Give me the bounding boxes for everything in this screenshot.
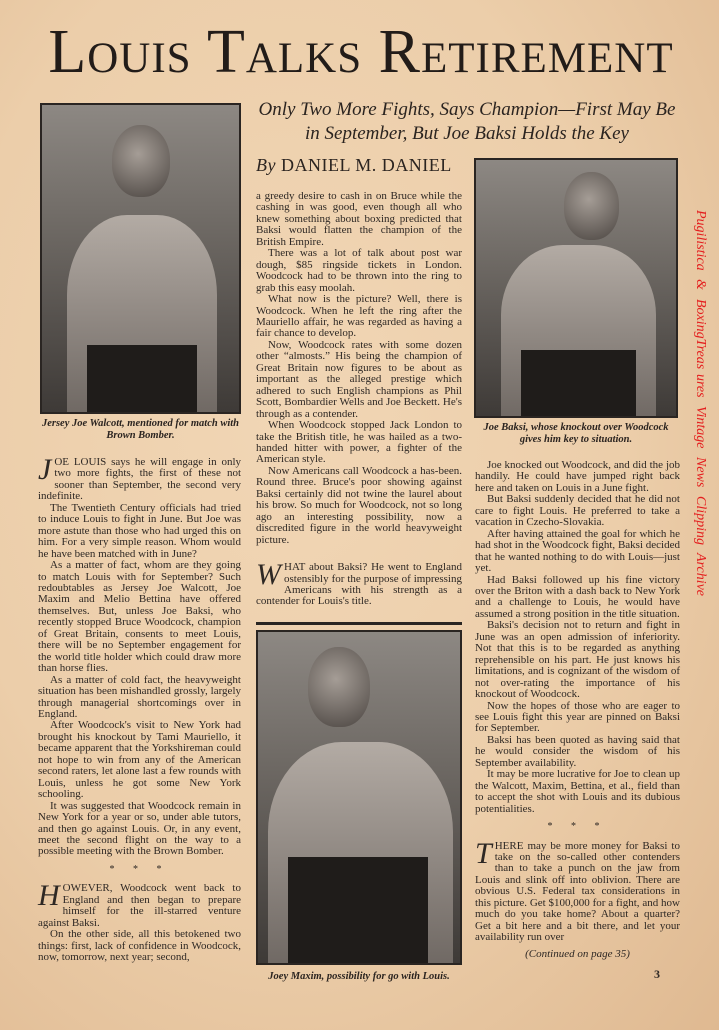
divider-rule [256, 622, 462, 625]
photo-caption-maxim: Joey Maxim, possibility for go with Louis. [268, 970, 450, 982]
watermark-line: ures [693, 373, 708, 398]
watermark-text [688, 210, 712, 601]
paragraph: As a matter of fact, whom are they going to match Louis with for September? Such redoubtables as Jersey Joe Walcott, Joe Maxim and Melio Bettina have offered themselves. But, unless Joe Baksi, who recently stopped Bruce Woodcock, champion of Great Britain, consents to meet Louis, there will be no September engagement for the world title holder which could draw more than horse flies. [38, 559, 241, 675]
photo-baksi [474, 158, 678, 418]
paragraph: When Woodcock stopped Jack London to take the British title, he was hailed as a two-handed hitter with power, a fighter of the American style. [256, 419, 462, 466]
section-separator: * * * [109, 863, 170, 875]
photo-caption-walcott: Jersey Joe Walcott, mentioned for match with Brown Bomber. [41, 418, 240, 441]
watermark-line: Archive [693, 553, 708, 597]
paragraph: It was suggested that Woodcock remain in New York for a year or so, under able tutors, and then go against Louis. Or, in any event, meet the second flight on the way to a possible meeting with the Brown Bomber. [38, 799, 241, 858]
paragraph: The Twentieth Century officials had tried to induce Louis to fight in June. But Joe was more astute than those who had urged this on him. For a very simple reason. Whom would he have been matched with in June? [38, 501, 241, 560]
paragraph: What now is the picture? Well, there is Woodcock. When he left the ring after the Mauriello affair, he was regarded as having a fair chance to develop. [256, 293, 462, 340]
section-separator: * * * [547, 821, 608, 833]
photo-caption-baksi: Joe Baksi, whose knockout over Woodcock gives him key to situation. [483, 422, 669, 445]
paragraph: Now the hopes of those who are eager to see Louis fight this year are pinned on Baksi for September. [475, 699, 680, 735]
drop-cap: J [38, 453, 52, 486]
paragraph: Now Americans call Woodcock a has-been. Round three. Bruce's poor showing against Baksi certainly did not twine the laurel about his brow. So much for Woodcock, not so long ago an interesting possibility, now a discredited figure in the world heavyweight picture. [256, 464, 462, 546]
byline-author: DANIEL M. DANIEL [280, 155, 452, 175]
paragraph: THERE may be more money for Baksi to take on the so-called other contenders than to take a punch on the jaw from Louis and slink off into oblivion. There are obvious U.S. Federal tax considerations in this picture. Get $100,000 for a fight, and how much do you take home? About a quarter? Get a bit here and a bit there, and let your availability run over [475, 836, 680, 944]
drop-cap: H [38, 879, 60, 913]
continued-note: (Continued on page 35) [525, 947, 630, 960]
watermark-line: News [693, 456, 708, 488]
photo-figure-head [564, 172, 619, 240]
paragraph: WHAT about Baksi? He went to England ostensibly for the purpose of impressing Americans with his strength as a contender for Louis's title. [256, 558, 462, 608]
paragraph: a greedy desire to cash in on Bruce while the cashing in was good, even though all who knew something about boxing predicted that Baksi would flatten the champion of the British Empire. [256, 190, 462, 248]
paragraph: Now, Woodcock rates with some dozen other “almosts.” His being the champion of Great Britain now figures to be about as important as the alleged prestige which adhered to such English champions as Phil Scott, Bombardier Wells and Joe Beckett. He's through as a contender. [256, 338, 462, 420]
paragraph: As a matter of cold fact, the heavyweight situation has been mishandled grossly, largely through managerial shortcomings over in England. [38, 673, 241, 720]
watermark-line: BoxingTreas [693, 298, 708, 369]
photo-walcott [40, 103, 241, 414]
photo-figure-trunks [288, 857, 428, 965]
paragraph: After Woodcock's visit to New York had brought his knockout by Tami Mauriello, it became apparent that the Yorkshireman could not hope to win from any of the American second raters, let alone last a few rounds with Louis, unless he got some New York schooling. [38, 719, 241, 801]
byline [256, 154, 466, 176]
paragraph: Had Baksi followed up his fine victory over the Briton with a dash back to New York and a challenge to Louis, he would have assumed a strong position in the title situation. [475, 573, 680, 620]
article-column-right [475, 460, 680, 981]
paragraph: Baksi's decision not to return and fight in June was an open admission of inferiority. Not that this is to be regarded as anything reprehensible on his part. He just knows his limitations, and is cognizant of the wisdom of not over-rating the importance of his knockout of Woodcock. [475, 619, 680, 701]
photo-maxim [256, 630, 462, 965]
paragraph: HOWEVER, Woodcock went back to England and then began to prepare himself for the ill-starred venture against Baksi. [38, 879, 241, 929]
paragraph: But Baksi suddenly decided that he did not care to fight Louis. He preferred to take a vacation in Czecho-Slovakia. [475, 493, 680, 529]
watermark-line: & [693, 279, 708, 291]
paragraph: There was a lot of talk about post war dough, $85 ringside tickets in London. Woodcock had to be thrown into the ring to grab this easy moolah. [256, 247, 462, 294]
article-column-middle [256, 191, 462, 983]
photo-figure-trunks [87, 345, 197, 414]
article-subtitle: Only Two More Fights, Says Champion—First May Be in September, But Joe Baksi Holds the Key [258, 99, 676, 144]
article-title: Louis Talks Retirement [48, 18, 674, 86]
watermark-line: Clipping [693, 495, 708, 545]
paragraph: JOE LOUIS says he will engage in only two more fights, the first of these not sooner than September, the second very indefinite. [38, 453, 241, 503]
article-column-left [38, 453, 241, 964]
photo-figure-head [112, 125, 170, 197]
paragraph: On the other side, all this betokened two things: first, lack of confidence in Woodcock, now, tomorrow, next year; second, [38, 928, 241, 964]
watermark-line: Vintage [693, 405, 708, 449]
page-number: 3 [654, 966, 660, 981]
paragraph: Baksi has been quoted as having said that he would consider the wisdom of his September availability. [475, 733, 680, 769]
byline-by: By [256, 155, 276, 175]
drop-cap: W [256, 558, 281, 592]
watermark [688, 210, 716, 910]
drop-cap: T [475, 836, 492, 870]
watermark-line: Pugilistica [693, 210, 708, 271]
paragraph: Joe knocked out Woodcock, and did the job handily. He could have jumped right back here and taken on Louis in a June fight. [475, 459, 680, 494]
photo-figure-head [308, 647, 370, 727]
photo-figure-trunks [521, 350, 636, 418]
paragraph: It may be more lucrative for Joe to clean up the Walcott, Maxim, Bettina, et al., field than to accept the shot with Louis and its dubious potentialities. [475, 768, 680, 815]
paragraph: After having attained the goal for which he had shot in the Woodcock fight, Baksi decided that he wanted nothing to do with Louis—just yet. [475, 527, 680, 575]
